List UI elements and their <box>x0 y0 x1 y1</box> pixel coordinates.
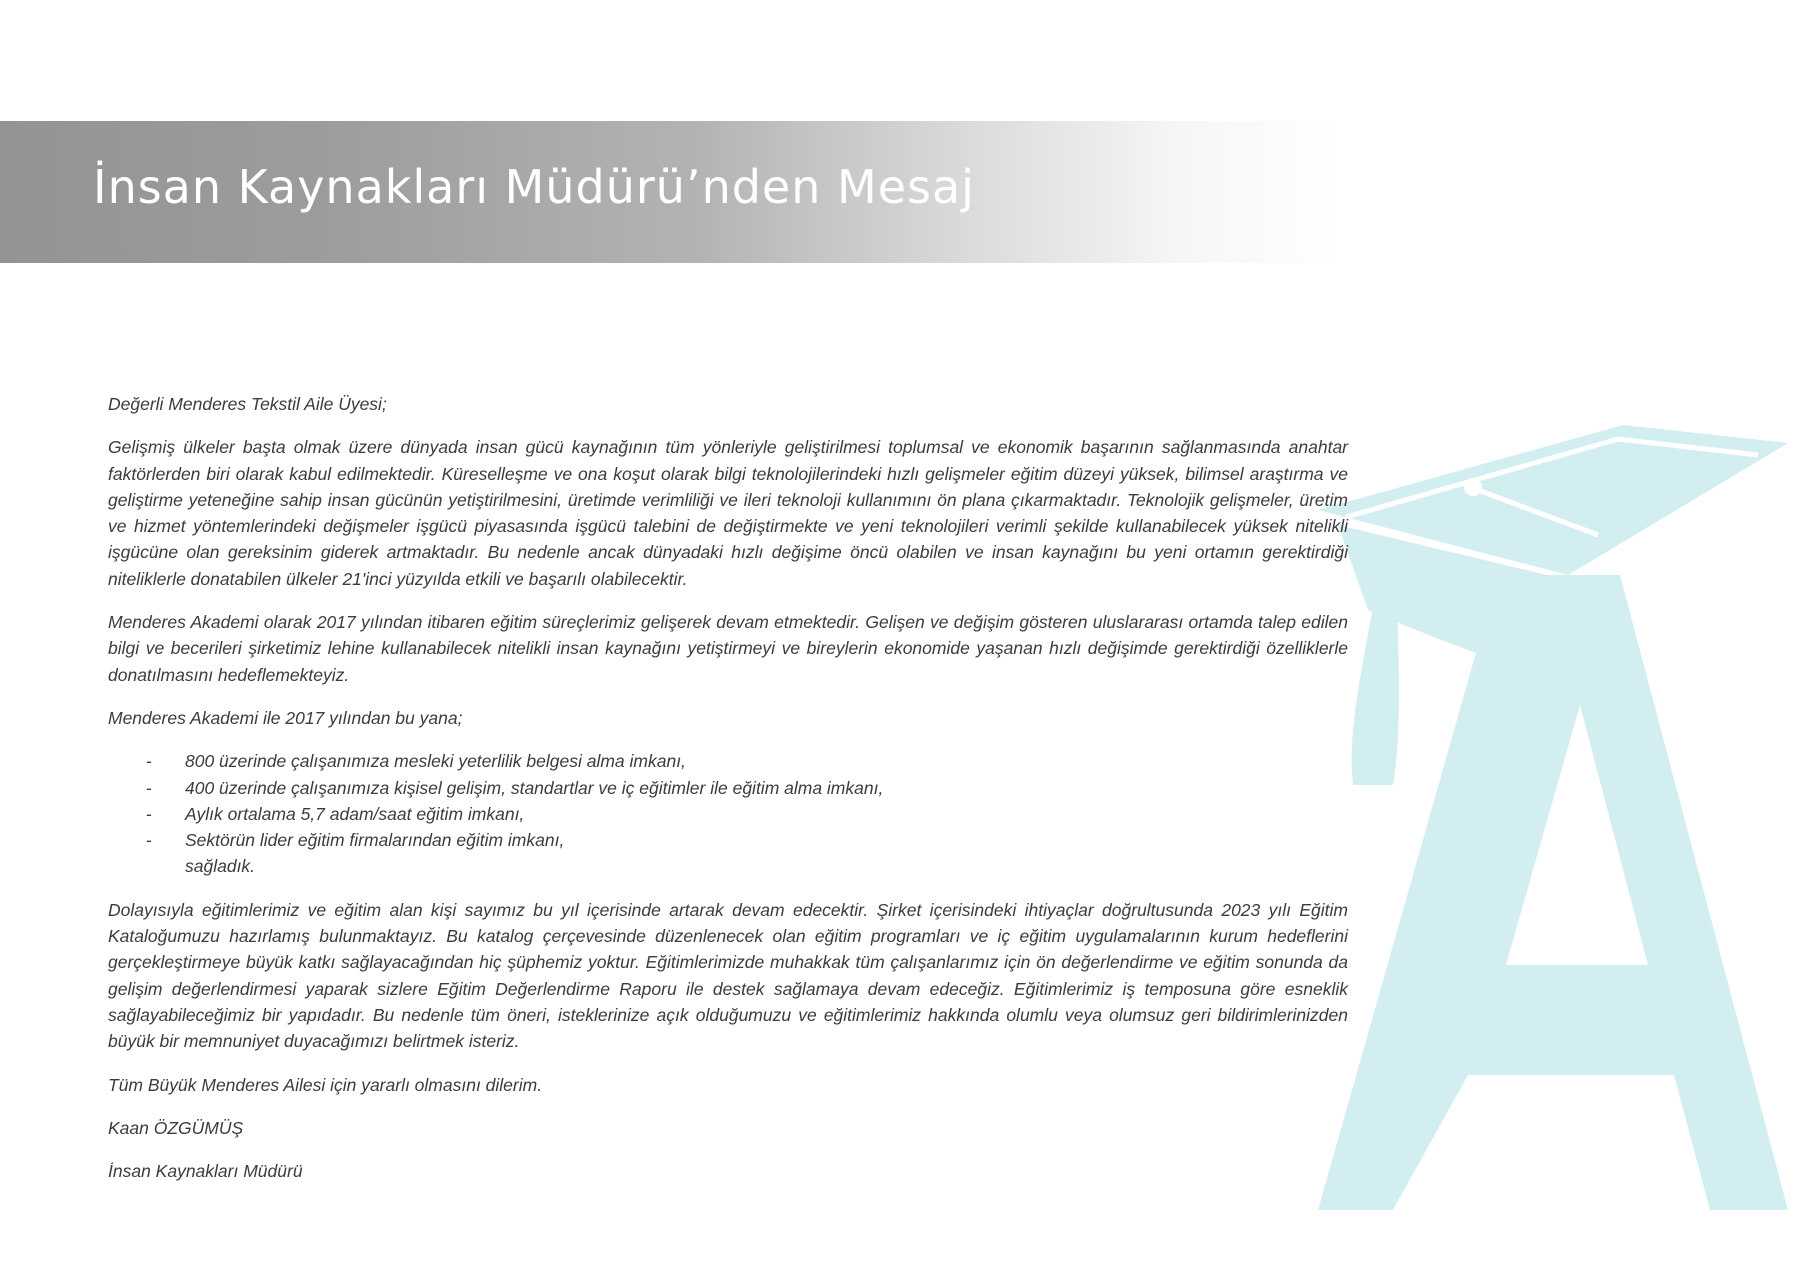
list-item <box>108 775 1348 801</box>
list-item <box>108 801 1348 827</box>
closing-line: Tüm Büyük Menderes Ailesi için yararlı olmasını dilerim. <box>108 1074 543 1095</box>
bullet-dash: - <box>146 751 152 772</box>
letter-body <box>108 391 1348 1201</box>
paragraph-3: Dolayısıyla eğitimlerimiz ve eğitim alan kişi sayımız bu yıl içerisinde artarak devam edecektir. Şirket içerisindeki ihtiyaçlar doğrultusunda 2023 yılı Eğitim Kataloğumuzu hazırlamış bulunmaktayız. Bu katalog çerçevesinde düzenlenecek olan eğitim programları ve iç eğitim uygulamalarının kurum hedeflerini gerçekleştirmeye büyük katkı sağlayacağından hiç şüphemiz yoktur. Eğitimlerimizde muhakkak tüm çalışanlarımız için ön değerlendirme ve eğitim sonunda da gelişim değerlendirmesi yaparak sizlere Eğitim Değerlendirme Raporu ile destek sağlamaya devam edeceğiz. Eğitimlerimiz iş temposuna göre esneklik sağlayabileceğimiz bir yapıdadır. Bu nedenle tüm öneri, isteklerinize açık olduğumuzu ve eğitimlerimiz hakkında olumlu veya olumsuz geri bildirimlerinizden büyük bir memnuniyet duyacağımızı belirtmek isteriz. <box>108 899 1348 1052</box>
achievements-list <box>108 748 1348 853</box>
list-item-text: Sektörün lider eğitim firmalarından eğitim imkanı, <box>185 830 565 851</box>
paragraph-2: Menderes Akademi olarak 2017 yılından itibaren eğitim süreçlerimiz gelişerek devam etmektedir. Gelişen ve değişim gösteren uluslararası ortamda talep edilen bilgi ve becerileri şirketimiz lehine kullanabilecek nitelikli insan kaynağını yetiştirmeyi ve bireylerin ekonomide yaşanan hızlı değişimde gerektirdiği özelliklerle donatılmasını hedeflemekteyiz. <box>108 612 1348 685</box>
signature-name: Kaan ÖZGÜMÜŞ <box>108 1117 244 1138</box>
list-closing: sağladık. <box>185 856 256 877</box>
paragraph-1: Gelişmiş ülkeler başta olmak üzere dünyada insan gücü kaynağının tüm yönleriyle geliştirilmesi toplumsal ve ekonomik başarının sağlanmasında anahtar faktörlerden biri olarak kabul edilmektedir. Küreselleşme ve ona koşut olarak bilgi teknolojilerindeki hızlı gelişmeler eğitim düzeyi yüksek, bilimsel araştırma ve geliştirme yeteneğine sahip insan gücünün yetiştirilmesini, üretimde verimliliği ve ileri teknoloji kullanımını ön plana çıkarmaktadır. Teknolojik gelişmeler, üretim ve hizmet yöntemlerindeki değişmeler işgücü piyasasında işgücü talebini de değiştirmekte ve yeni teknolojileri verimli şekilde kullanabilecek yüksek nitelikli işgücüne olan gereksinim giderek artmaktadır. Bu nedenle ancak dünyadaki hızlı değişime öncü olabilen ve insan kaynağını bu yeni ortamın gerektirdiği niteliklerle donatabilen ülkeler 21'inci yüzyılda etkili ve başarılı olabilecektir. <box>108 437 1348 589</box>
graduation-cap-letter-a-icon <box>1318 425 1788 1210</box>
bullet-dash: - <box>146 830 152 851</box>
page-title: İnsan Kaynakları Müdürü’nden Mesaj <box>93 160 975 214</box>
list-intro: Menderes Akademi ile 2017 yılından bu yana; <box>108 707 463 728</box>
bullet-dash: - <box>146 777 152 798</box>
signature-title: İnsan Kaynakları Müdürü <box>108 1161 303 1182</box>
salutation: Değerli Menderes Tekstil Aile Üyesi; <box>108 394 387 414</box>
list-item <box>108 748 1348 774</box>
list-item-text: 800 üzerinde çalışanımıza mesleki yeterlilik belgesi alma imkanı, <box>185 751 686 772</box>
list-item-text: Aylık ortalama 5,7 adam/saat eğitim imkanı, <box>185 803 525 824</box>
list-item <box>108 827 1348 853</box>
bullet-dash: - <box>146 803 152 824</box>
tassel-shape <box>1352 575 1399 785</box>
list-item-text: 400 üzerinde çalışanımıza kişisel gelişim, standartlar ve iç eğitimler ile eğitim alma imkanı, <box>185 777 884 798</box>
